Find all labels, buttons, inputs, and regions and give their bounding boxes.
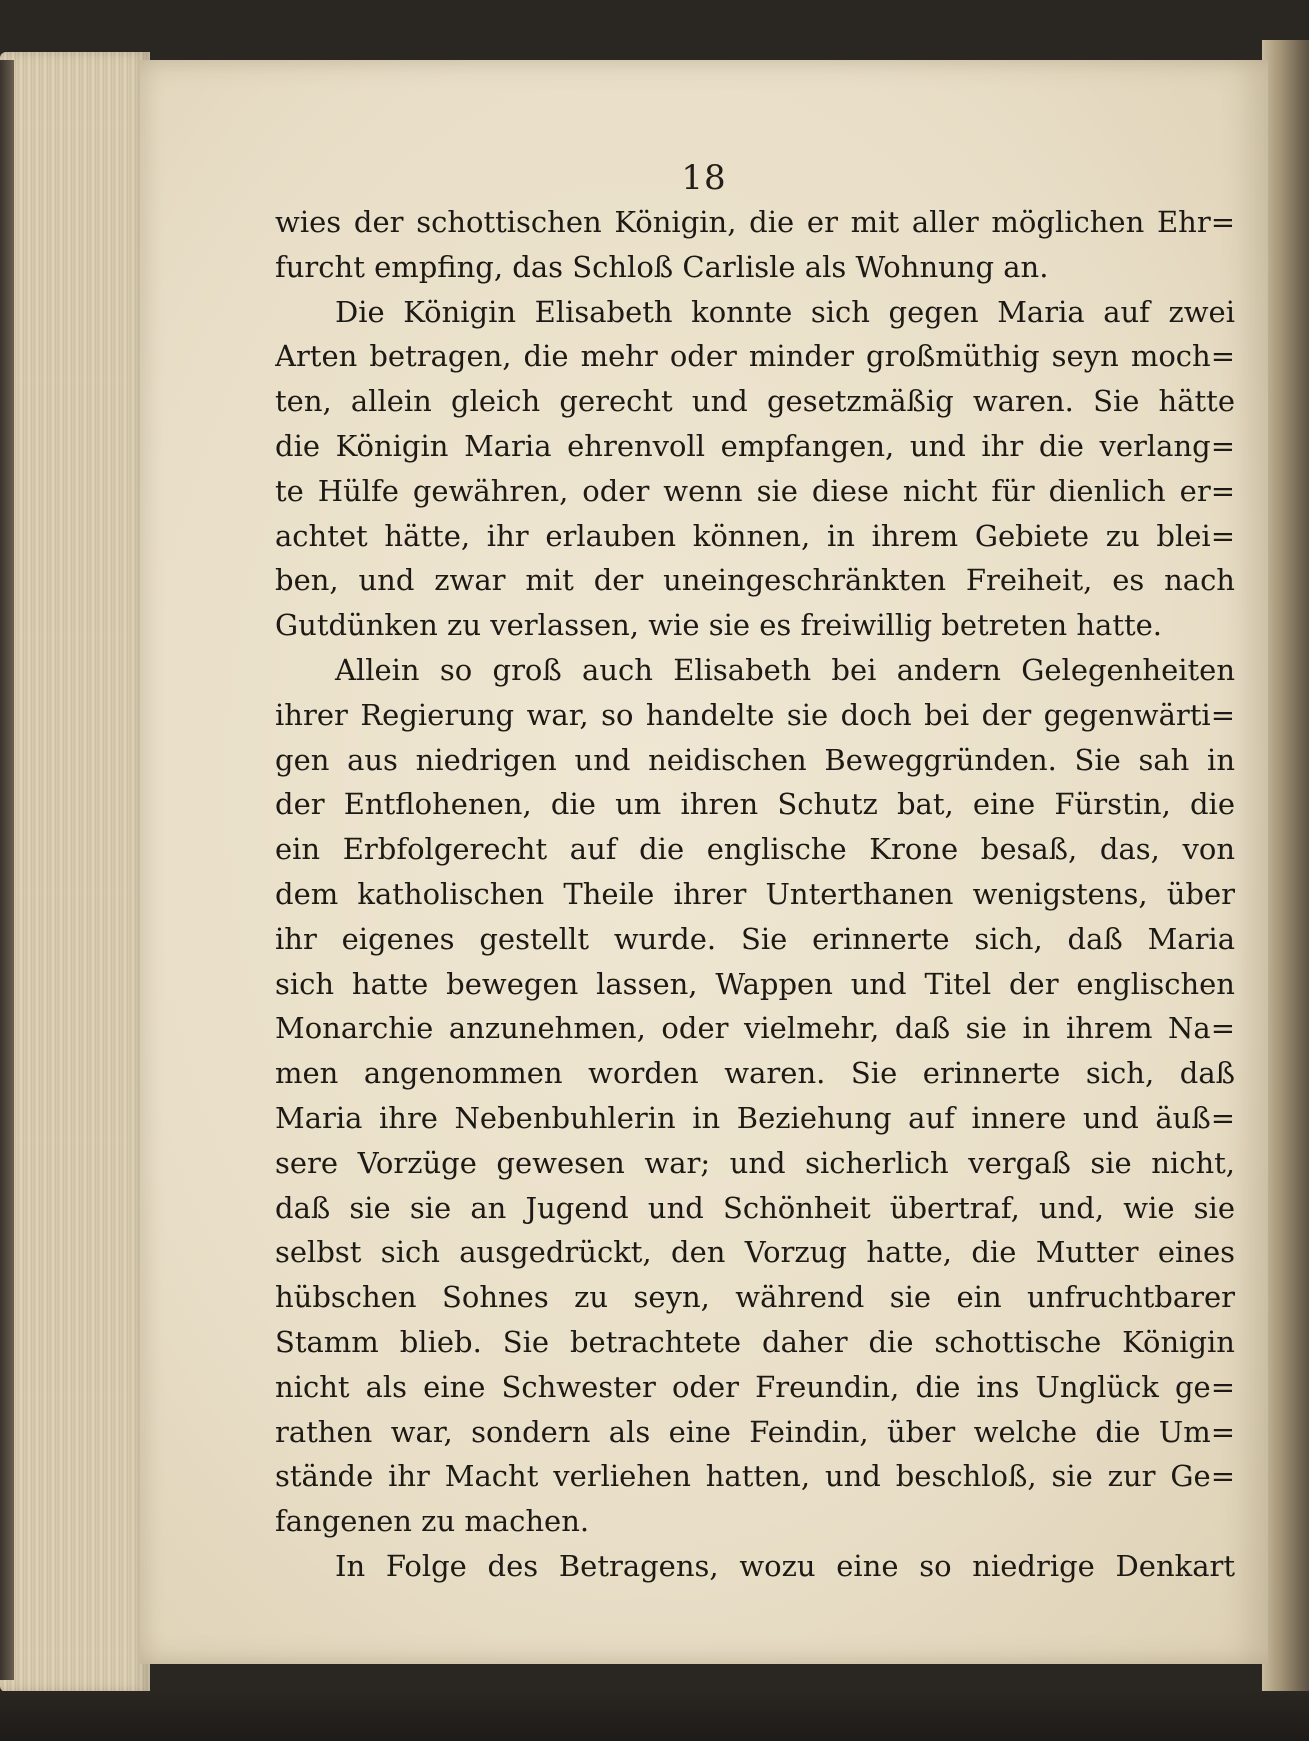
text-line: gen aus niedrigen und neidischen Beweggründen. Sie sah in [275, 742, 1235, 777]
text-line: dem katholischen Theile ihrer Unterthanen wenigstens, über [275, 876, 1235, 911]
text-line: selbst sich ausgedrückt, den Vorzug hatte, die Mutter eines [275, 1235, 1235, 1270]
text-line: sich hatte bewegen lassen, Wappen und Titel der englischen [275, 966, 1235, 1001]
body-text [275, 200, 1235, 1589]
page-number: 18 [681, 158, 727, 198]
text-line: die Königin Maria ehrenvoll empfangen, und ihr die verlang= [275, 428, 1235, 463]
text-line: wies der schottischen Königin, die er mit aller möglichen Ehr= [275, 205, 1235, 239]
text-line: Stamm blieb. Sie betrachtete daher die schottische Königin [275, 1324, 1235, 1359]
scan-bottom-shadow [0, 1691, 1309, 1741]
text-line: stände ihr Macht verliehen hatten, und beschloß, sie zur Ge= [275, 1459, 1235, 1494]
text-line: furcht empfing, das Schloß Carlisle als Wohnung an. [275, 249, 1049, 284]
text-line: Maria ihre Nebenbuhlerin in Beziehung auf innere und äuß= [275, 1100, 1235, 1135]
text-line: fangenen zu machen. [275, 1504, 590, 1539]
text-line: ihrer Regierung war, so handelte sie doch bei der gegenwärti= [275, 697, 1235, 732]
text-line: ein Erbfolgerecht auf die englische Krone besaß, das, von [275, 832, 1235, 867]
text-line: daß sie sie an Jugend und Schönheit übertraf, und, wie sie [275, 1190, 1235, 1225]
text-line: rathen war, sondern als eine Feindin, über welche die Um= [275, 1414, 1235, 1449]
text-line: sere Vorzüge gewesen war; und sicherlich vergaß sie nicht, [275, 1145, 1235, 1180]
text-line: achtet hätte, ihr erlauben können, in ihrem Gebiete zu blei= [275, 518, 1235, 553]
text-line: ihr eigenes gestellt wurde. Sie erinnerte sich, daß Maria [275, 921, 1235, 956]
text-line: hübschen Sohnes zu seyn, während sie ein unfruchtbarer [275, 1280, 1235, 1315]
text-line: Gutdünken zu verlassen, wie sie es freiwillig betreten hatte. [275, 608, 1163, 643]
text-line: nicht als eine Schwester oder Freundin, die ins Unglück ge= [275, 1369, 1235, 1404]
text-line: Die Königin Elisabeth konnte sich gegen Maria auf zwei [335, 294, 1235, 329]
book-cover-edge [0, 60, 14, 1680]
text-line: Arten betragen, die mehr oder minder großmüthig seyn moch= [275, 339, 1235, 374]
text-line: In Folge des Betragens, wozu eine so niedrige Denkart [335, 1548, 1235, 1583]
text-line: ben, und zwar mit der uneingeschränkten Freiheit, es nach [275, 563, 1235, 598]
text-line: Allein so groß auch Elisabeth bei andern Gelegenheiten [335, 652, 1235, 687]
text-line: der Entflohenen, die um ihren Schutz bat, eine Fürstin, die [275, 787, 1235, 822]
book-page-edges [0, 52, 150, 1692]
text-line: men angenommen worden waren. Sie erinnerte sich, daß [275, 1056, 1235, 1091]
book-page [140, 60, 1268, 1664]
text-line: te Hülfe gewähren, oder wenn sie diese nicht für dienlich er= [275, 473, 1235, 508]
book-binding-gutter [1262, 40, 1309, 1700]
text-line: Monarchie anzunehmen, oder vielmehr, daß sie in ihrem Na= [275, 1011, 1235, 1046]
text-line: ten, allein gleich gerecht und gesetzmäßig waren. Sie hätte [275, 384, 1235, 419]
